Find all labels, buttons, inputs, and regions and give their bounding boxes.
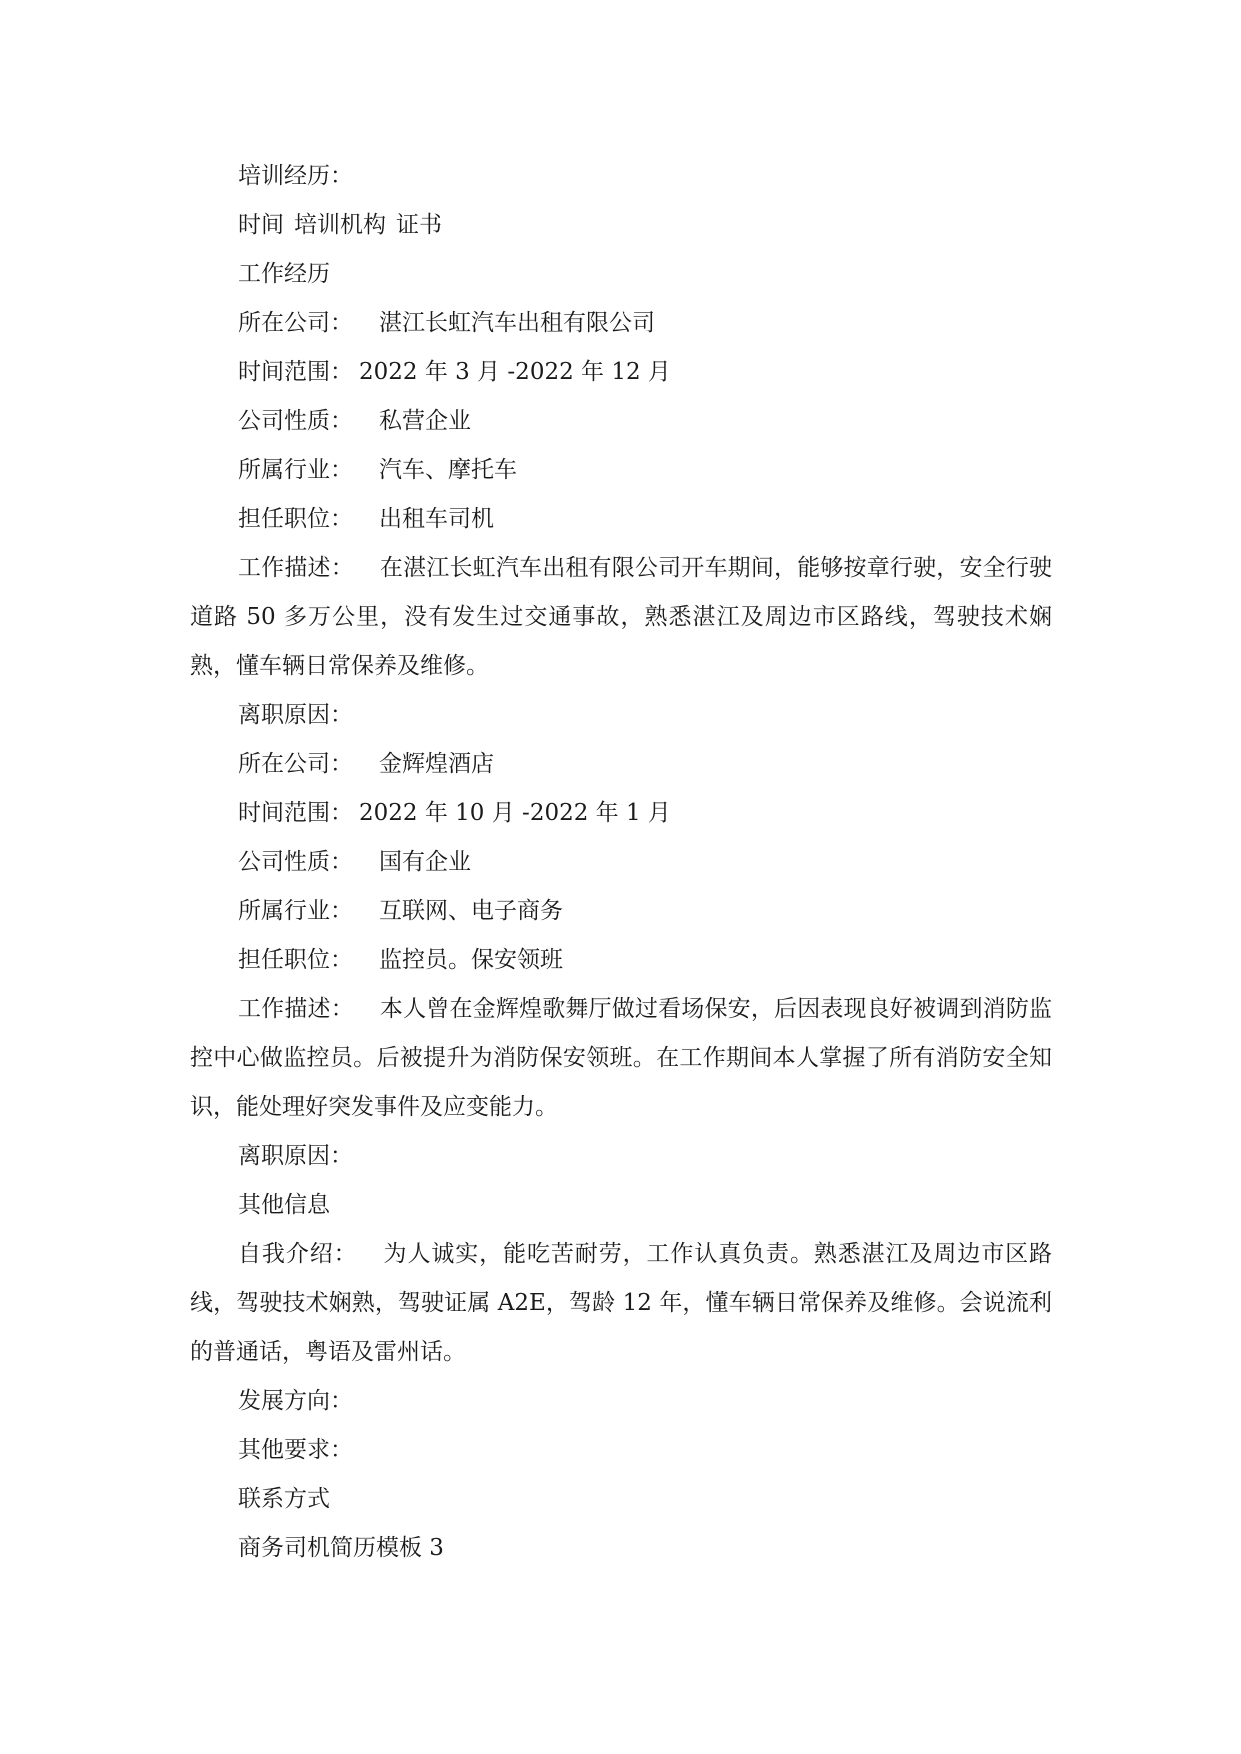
- self-intro: [190, 1230, 1052, 1377]
- job2-company-row: [190, 740, 1052, 789]
- job2-leave-reason: 离职原因：: [238, 1143, 353, 1169]
- job2-period-label: 时间范围：: [238, 800, 353, 826]
- job2-description: [190, 985, 1052, 1132]
- job1-company-label: 所在公司：: [238, 310, 353, 336]
- other-requirements: 其他要求：: [238, 1437, 353, 1463]
- job2-company-label: 所在公司：: [238, 751, 353, 777]
- job1-position: 出租车司机: [379, 506, 494, 532]
- work-heading: 工作经历: [238, 261, 330, 287]
- job1-leave-reason: 离职原因：: [238, 702, 353, 728]
- training-col-institution: 培训机构: [294, 212, 386, 238]
- job2-position: 监控员。保安领班: [379, 947, 563, 973]
- job1-industry: 汽车、摩托车: [379, 457, 517, 483]
- training-columns: [190, 201, 1052, 250]
- job1-period-row: [190, 348, 1052, 397]
- job1-position-label: 担任职位：: [238, 506, 353, 532]
- job1-nature: 私营企业: [379, 408, 471, 434]
- training-col-time: 时间: [238, 212, 284, 238]
- job1-industry-row: [190, 446, 1052, 495]
- self-intro-text: 为人诚实，能吃苦耐劳，工作认真负责。熟悉湛江及周边市区路线，驾驶技术娴熟，驾驶证属 A2E，驾龄 12 年，懂车辆日常保养及维修。会说流利的普通话，粤语及雷州话。: [190, 1241, 1052, 1365]
- job1-industry-label: 所属行业：: [238, 457, 353, 483]
- job1-company-row: [190, 299, 1052, 348]
- job1-nature-row: [190, 397, 1052, 446]
- job1-desc-text: 在湛江长虹汽车出租有限公司开车期间，能够按章行驶，安全行驶道路 50 多万公里，没有发生过交通事故，熟悉湛江及周边市区路线，驾驶技术娴熟，懂车辆日常保养及维修。: [190, 555, 1053, 679]
- contact-heading: 联系方式: [238, 1486, 330, 1512]
- job2-period-row: [190, 789, 1052, 838]
- job2-industry-label: 所属行业：: [238, 898, 353, 924]
- other-heading: 其他信息: [238, 1192, 330, 1218]
- job1-company: 湛江长虹汽车出租有限公司: [379, 310, 655, 336]
- job2-industry: 互联网、电子商务: [379, 898, 563, 924]
- job2-nature: 国有企业: [379, 849, 471, 875]
- job1-period: 2022 年 3 月 -2022 年 12 月: [359, 359, 671, 385]
- job2-position-row: [190, 936, 1052, 985]
- job2-nature-label: 公司性质：: [238, 849, 353, 875]
- job1-position-row: [190, 495, 1052, 544]
- next-template-title: 商务司机简历模板 3: [238, 1535, 444, 1561]
- job2-company: 金辉煌酒店: [379, 751, 494, 777]
- job1-period-label: 时间范围：: [238, 359, 353, 385]
- job2-position-label: 担任职位：: [238, 947, 353, 973]
- job2-industry-row: [190, 887, 1052, 936]
- job2-desc-text: 本人曾在金辉煌歌舞厅做过看场保安，后因表现良好被调到消防监控中心做监控员。后被提升为消防保安领班。在工作期间本人掌握了所有消防安全知识，能处理好突发事件及应变能力。: [190, 996, 1053, 1120]
- resume-content: [190, 152, 1052, 1573]
- self-intro-label: 自我介绍：: [238, 1241, 358, 1267]
- training-heading: 培训经历：: [238, 163, 353, 189]
- job2-period: 2022 年 10 月 -2022 年 1 月: [359, 800, 671, 826]
- development-direction: 发展方向：: [238, 1388, 353, 1414]
- training-col-certificate: 证书: [396, 212, 442, 238]
- job2-desc-label: 工作描述：: [238, 996, 354, 1022]
- job1-desc-label: 工作描述：: [238, 555, 354, 581]
- job2-nature-row: [190, 838, 1052, 887]
- job1-description: [190, 544, 1052, 691]
- job1-nature-label: 公司性质：: [238, 408, 353, 434]
